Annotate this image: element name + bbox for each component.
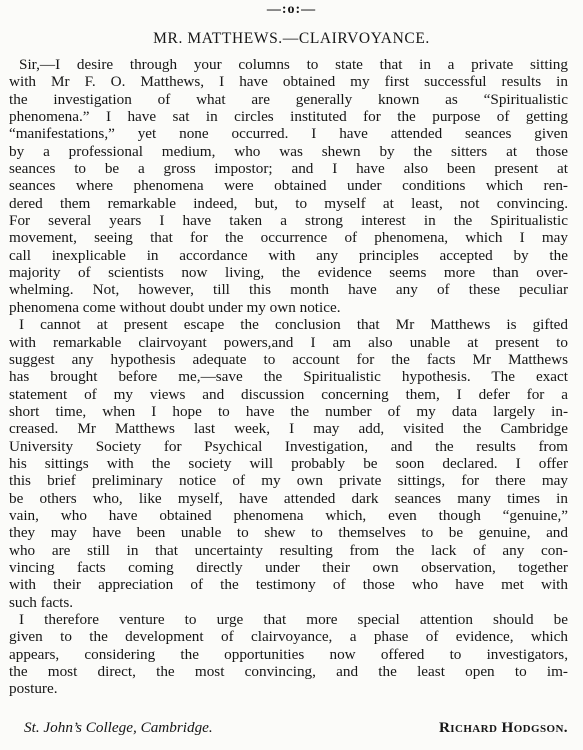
article-title: MR. MATTHEWS.—CLAIRVOYANCE. bbox=[153, 30, 430, 47]
text-line: be others who, like myself, have attended dark seances many times in bbox=[9, 489, 568, 507]
text-line: with their appreciation of the testimony of those who have met with bbox=[9, 576, 568, 594]
text-line: Sir,—I desire through your columns to state that in a private sitting bbox=[19, 56, 568, 73]
signature-block bbox=[24, 718, 568, 738]
text-line: his sittings with the society will probably be soon declared. I offer bbox=[9, 454, 568, 472]
text-line: statement of my views and discussion concerning them, I defer for a bbox=[9, 385, 568, 403]
text-line: I therefore venture to urge that more special attention should be bbox=[19, 611, 568, 628]
text-line: with remarkable clairvoyant powers,and I am also unable at present to bbox=[9, 333, 568, 351]
section-ornament: —:o:— bbox=[266, 2, 317, 17]
text-line: has brought before me,—save the Spiritualistic hypothesis. The exact bbox=[9, 368, 568, 386]
text-line: the investigation of what are generally known as “Spiritualistic bbox=[9, 90, 568, 108]
text-line: such facts. bbox=[9, 593, 74, 611]
text-line: movement, seeing that for the occurrence of phenomena, which I may bbox=[9, 229, 568, 247]
signature-location: St. John’s College, Cambridge. bbox=[24, 719, 213, 736]
text-line: vain, who have obtained phenomena which, even though “genuine,” bbox=[9, 506, 568, 524]
paragraph-1 bbox=[9, 56, 568, 316]
text-line: by a professional medium, who was shewn by the sitters at those bbox=[9, 142, 568, 160]
text-line: call inexplicable in accordance with any principles accepted by the bbox=[9, 246, 568, 264]
text-line: short time, when I hope to have the number of my data largely in- bbox=[9, 402, 568, 420]
text-line: University Society for Psychical Investigation, and the results from bbox=[9, 437, 568, 455]
article-body bbox=[9, 56, 568, 698]
text-line: vincing facts coming directly under their own observation, together bbox=[9, 558, 568, 576]
text-line: this brief preliminary notice of my own private sittings, for there may bbox=[9, 472, 568, 490]
text-line: they may have been unable to shew to themselves to be genuine, and bbox=[9, 524, 568, 542]
text-line: phenomena come without doubt under my own notice. bbox=[9, 298, 341, 316]
signature-name: Richard Hodgson. bbox=[438, 719, 568, 736]
text-line: given to the development of clairvoyance, a phase of evidence, which bbox=[9, 628, 568, 646]
text-line: appears, considering the opportunities now offered to investigators, bbox=[9, 645, 568, 663]
text-line: “manifestations,” yet none occurred. I have attended seances given bbox=[9, 125, 568, 143]
text-line: seances to be a gross impostor; and I have also been present at bbox=[9, 160, 568, 178]
text-line: For several years I have taken a strong interest in the Spiritualistic bbox=[9, 212, 568, 230]
text-line: the most direct, the most convincing, and the least open to im- bbox=[9, 663, 568, 681]
text-line: with Mr F. O. Matthews, I have obtained my first successful results in bbox=[9, 73, 568, 91]
text-line: whelming. Not, however, till this month have any of these peculiar bbox=[9, 281, 568, 299]
text-line: suggest any hypothesis adequate to account for the facts Mr Matthews bbox=[9, 350, 568, 368]
text-line: majority of scientists now living, the evidence seems more than over- bbox=[9, 264, 568, 282]
text-line: seances where phenomena were obtained under conditions which ren- bbox=[9, 177, 568, 195]
paragraph-3 bbox=[9, 611, 568, 698]
text-line: dered them remarkable indeed, but, to myself at least, not convincing. bbox=[9, 194, 568, 212]
text-line: creased. Mr Matthews last week, I may add, visited the Cambridge bbox=[9, 420, 568, 438]
paragraph-2 bbox=[9, 316, 568, 611]
text-line: phenomena.” I have sat in circles instituted for the purpose of getting bbox=[9, 108, 568, 126]
text-line: posture. bbox=[9, 680, 58, 698]
text-line: who are still in that uncertainty resulting from the lack of any con- bbox=[9, 541, 568, 559]
text-line: I cannot at present escape the conclusion that Mr Matthews is gifted bbox=[19, 316, 568, 334]
